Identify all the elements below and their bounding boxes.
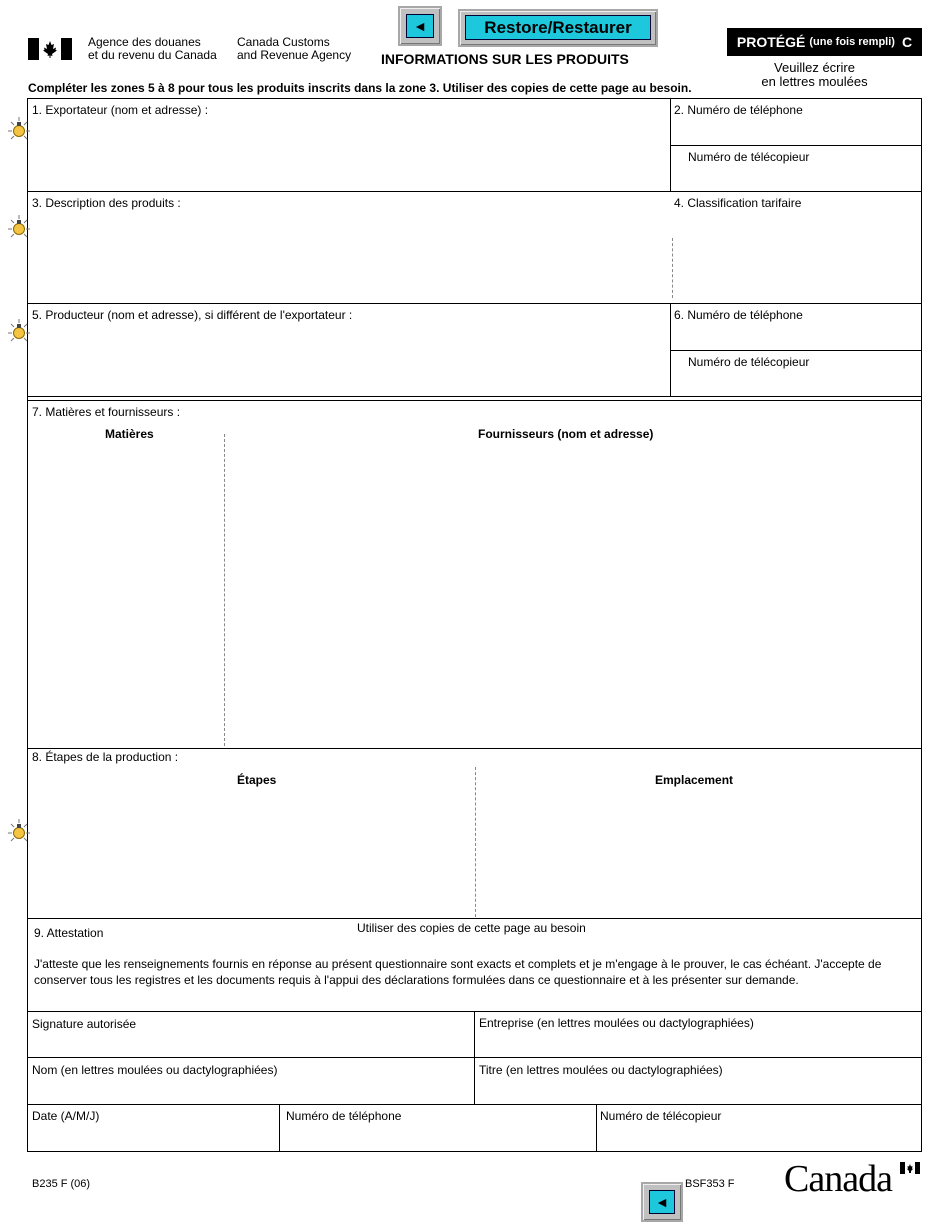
canada-flag-icon bbox=[28, 38, 72, 60]
exporter-label: 1. Exportateur (nom et adresse) : bbox=[32, 103, 209, 117]
exporter-phone-label: 2. Numéro de téléphone bbox=[674, 103, 803, 117]
production-steps-section-label: 8. Étapes de la production : bbox=[32, 750, 179, 764]
help-bulb-icon[interactable] bbox=[8, 319, 30, 345]
agency-name-en: Canada Customs and Revenue Agency bbox=[237, 35, 352, 62]
back-arrow-icon: ◄ bbox=[655, 1194, 669, 1210]
agency-name-fr: Agence des douanes et du revenu du Canada bbox=[88, 35, 217, 62]
print-instructions: Veuillez écrire en lettres moulées bbox=[761, 60, 868, 89]
instruction-text: Compléter les zones 5 à 8 pour tous les produits inscrits dans la zone 3. Utiliser des copies de cette page au besoin. bbox=[28, 81, 692, 95]
name-label: Nom (en lettres moulées ou dactylographiées) bbox=[32, 1063, 278, 1077]
restore-button-label: Restore/Restaurer bbox=[484, 17, 632, 37]
form-code: B235 F (06) bbox=[32, 1178, 91, 1190]
date-label: Date (A/M/J) bbox=[32, 1109, 100, 1123]
exporter-fax-label: Numéro de télécopieur bbox=[688, 150, 810, 164]
attestation-label: 9. Attestation bbox=[34, 926, 104, 940]
back-button[interactable] bbox=[398, 6, 442, 46]
location-column-header: Emplacement bbox=[655, 773, 734, 787]
back-arrow-icon: ◄ bbox=[413, 18, 427, 34]
signer-fax-label: Numéro de télécopieur bbox=[600, 1109, 722, 1123]
form-reference: BSF353 F bbox=[685, 1178, 735, 1190]
suppliers-field[interactable] bbox=[226, 445, 920, 747]
authorized-signature-label: Signature autorisée bbox=[32, 1017, 137, 1031]
canada-wordmark: Canada bbox=[784, 1158, 924, 1200]
materials-section-label: 7. Matières et fournisseurs : bbox=[32, 405, 181, 419]
form-title: INFORMATIONS SUR LES PRODUITS bbox=[381, 51, 629, 67]
help-bulb-icon[interactable] bbox=[8, 215, 30, 241]
restore-button[interactable] bbox=[458, 9, 658, 47]
company-label: Entreprise (en lettres moulées ou dactylographiées) bbox=[479, 1016, 754, 1030]
materials-field[interactable] bbox=[29, 445, 223, 747]
tariff-classification-field[interactable] bbox=[674, 214, 920, 302]
materials-column-header: Matières bbox=[105, 427, 154, 441]
tariff-classification-label: 4. Classification tarifaire bbox=[674, 196, 802, 210]
product-description-label: 3. Description des produits : bbox=[32, 196, 181, 210]
location-field[interactable] bbox=[477, 790, 920, 917]
help-bulb-icon[interactable] bbox=[8, 117, 30, 143]
steps-field[interactable] bbox=[29, 790, 474, 917]
help-bulb-icon[interactable] bbox=[8, 819, 30, 845]
producer-phone-label: 6. Numéro de téléphone bbox=[674, 308, 803, 322]
attestation-text: J'atteste que les renseignements fournis en réponse au présent questionnaire sont exacts et complets et je m'engage à le prouver, le cas échéant. J'accepte de conserver tous les registres et les documents requis à l'appui des déclarations formulées dans ce questionnaire et à les présenter sur demande. bbox=[34, 957, 882, 987]
producer-fax-label: Numéro de télécopieur bbox=[688, 355, 810, 369]
producer-label: 5. Producteur (nom et adresse), si différent de l'exportateur : bbox=[32, 308, 353, 322]
wordmark-flag-icon bbox=[900, 1162, 920, 1174]
protected-badge: PROTÉGÉ (une fois rempli) C bbox=[727, 28, 922, 56]
signer-phone-label: Numéro de téléphone bbox=[286, 1109, 402, 1123]
steps-column-header: Étapes bbox=[237, 773, 277, 787]
suppliers-column-header: Fournisseurs (nom et adresse) bbox=[478, 427, 654, 441]
copies-note: Utiliser des copies de cette page au besoin bbox=[357, 921, 586, 935]
title-label: Titre (en lettres moulées ou dactylographiées) bbox=[479, 1063, 723, 1077]
footer-back-button[interactable] bbox=[641, 1182, 683, 1222]
